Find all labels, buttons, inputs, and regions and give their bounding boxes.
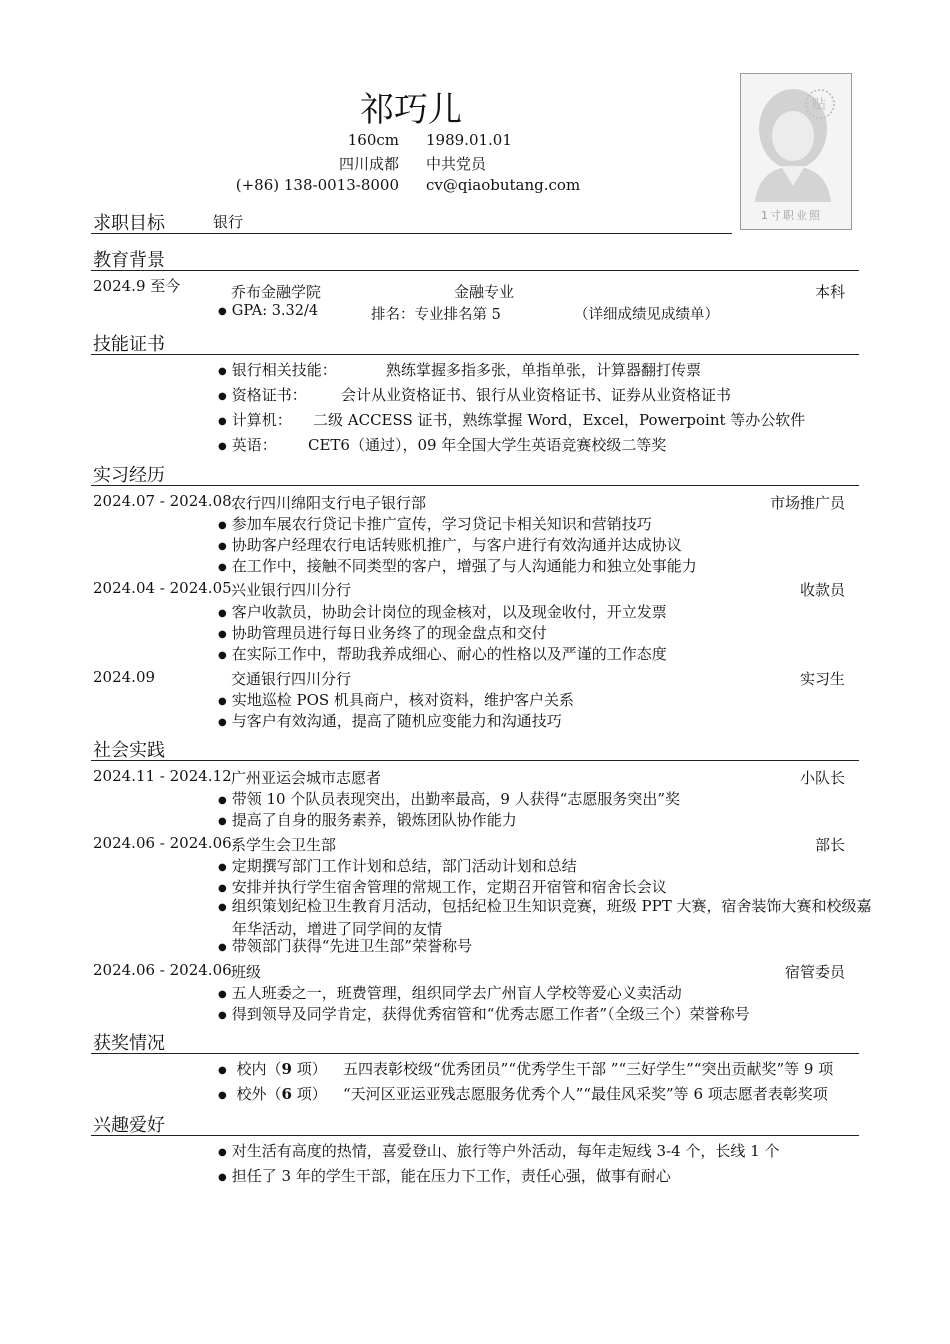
social-divider (91, 760, 859, 761)
political-status: 中共党员 (426, 155, 487, 173)
skill-label: ● 计算机： (218, 409, 292, 430)
location-value: 四川成都 (338, 155, 399, 173)
entry-org: 广州亚运会城市志愿者 (231, 769, 382, 787)
entry-date: 2024.11 - 2024.12 (93, 767, 232, 785)
entry-role: 部长 (814, 836, 845, 854)
entry-bullet: ● 协助客户经理农行电话转账机推广，与客户进行有效沟通并达成协议 (218, 534, 682, 555)
award-label-prefix: 校外（ (236, 1085, 282, 1103)
education-title: 教育背景 (93, 250, 165, 271)
entry-bullet: ● 在工作中，接触不同类型的客户，增强了与人沟通能力和独立处事能力 (218, 555, 697, 576)
skill-value: 会计从业资格证书、银行从业资格证书、证券从业资格证书 (341, 386, 732, 404)
hobby-item: ● 担任了 3 年的学生干部，能在压力下工作，责任心强，做事有耐心 (218, 1165, 671, 1186)
internship-divider (91, 485, 859, 486)
objective-divider (91, 233, 732, 234)
gpa-value: ● GPA: 3.32/4 (218, 303, 318, 319)
award-label-prefix: 校内（ (236, 1060, 282, 1078)
education-date: 2024.9 至今 (93, 277, 181, 295)
entry-role: 宿管委员 (784, 963, 845, 981)
awards-divider (91, 1053, 859, 1054)
candidate-name: 祁巧儿 (360, 90, 462, 130)
award-count: 9 (281, 1060, 292, 1078)
skill-label: ● 英语： (218, 434, 277, 455)
entry-date: 2024.06 - 2024.06 (93, 834, 232, 852)
objective-label: 求职目标 (93, 213, 165, 234)
skill-label: ● 银行相关技能： (218, 359, 337, 380)
hobbies-divider (91, 1135, 859, 1136)
entry-bullet: ● 与客户有效沟通，提高了随机应变能力和沟通技巧 (218, 710, 562, 731)
entry-bullet: ● 五人班委之一，班费管理，组织同学去广州盲人学校等爱心义卖活动 (218, 982, 682, 1003)
person-silhouette-icon (741, 74, 851, 229)
entry-bullet: ● 参加车展农行贷记卡推广宣传，学习贷记卡相关知识和营销技巧 (218, 513, 652, 534)
entry-bullet: ● 组织策划纪检卫生教育月活动，包括纪检卫生知识竞赛，班级 PPT 大赛，宿舍装饰大赛和校级嘉年华活动，增进了同学间的友情 (218, 896, 872, 939)
education-divider (91, 270, 859, 271)
email-address: cv@qiaobutang.com (426, 176, 581, 194)
entry-bullet: ● 在实际工作中，帮助我养成细心、耐心的性格以及严谨的工作态度 (218, 643, 667, 664)
school-name: 乔布金融学院 (231, 283, 322, 301)
degree-value: 本科 (814, 283, 845, 301)
photo-stamp-text: 贴 (812, 97, 826, 113)
entry-bullet: ● 客户收款员，协助会计岗位的现金核对，以及现金收付，开立发票 (218, 601, 667, 622)
entry-bullet: ● 带领 10 个队员表现突出，出勤率最高，9 人获得“志愿服务突出”奖 (218, 788, 680, 809)
entry-date: 2024.07 - 2024.08 (93, 492, 232, 510)
entry-role: 小队长 (799, 769, 845, 787)
entry-role: 实习生 (799, 670, 845, 688)
objective-value: 银行 (213, 213, 244, 231)
award-detail: “天河区亚运亚残志愿服务优秀个人”“最佳风采奖”等 6 项志愿者表彰奖项 (343, 1085, 828, 1103)
skill-value: CET6（通过），09 年全国大学生英语竞赛校级二等奖 (308, 436, 667, 454)
internship-title: 实习经历 (93, 465, 165, 486)
award-label-suffix: 项） (291, 1085, 327, 1103)
transcript-note: （详细成绩见成绩单） (574, 307, 719, 323)
entry-role: 收款员 (799, 581, 845, 599)
skill-value: 二级 ACCESS 证书，熟练掌握 Word，Excel，Powerpoint 等办公软件 (313, 411, 806, 429)
award-count: 6 (281, 1085, 292, 1103)
height-value: 160cm (347, 131, 399, 149)
hobbies-title: 兴趣爱好 (93, 1115, 165, 1136)
rank-value: 排名：专业排名第 5 (371, 307, 501, 323)
photo-caption: 1寸职业照 (761, 209, 822, 222)
major-name: 金融专业 (454, 283, 515, 301)
entry-bullet: ● 安排并执行学生宿舍管理的常规工作，定期召开宿管和宿舍长会议 (218, 876, 667, 897)
skill-label: ● 资格证书： (218, 384, 307, 405)
phone-number: (+86) 138-0013-8000 (235, 176, 399, 194)
entry-bullet: ● 带领部门获得“先进卫生部”荣誉称号 (218, 935, 472, 956)
entry-date: 2024.04 - 2024.05 (93, 579, 232, 597)
entry-bullet: ● 得到领导及同学肯定，获得优秀宿管和“优秀志愿工作者”（全级三个）荣誉称号 (218, 1003, 750, 1024)
awards-title: 获奖情况 (93, 1033, 165, 1054)
entry-bullet: ● 实地巡检 POS 机具商户，核对资料，维护客户关系 (218, 689, 574, 710)
entry-org: 农行四川绵阳支行电子银行部 (231, 494, 427, 512)
entry-bullet: ● 定期撰写部门工作计划和总结，部门活动计划和总结 (218, 855, 577, 876)
photo-placeholder (740, 73, 852, 230)
entry-bullet: ● 提高了自身的服务素养，锻炼团队协作能力 (218, 809, 517, 830)
entry-bullet: ● 协助管理员进行每日业务终了的现金盘点和交付 (218, 622, 547, 643)
skills-title: 技能证书 (93, 334, 165, 355)
entry-org: 兴业银行四川分行 (231, 581, 352, 599)
award-label-suffix: 项） (291, 1060, 327, 1078)
entry-org: 系学生会卫生部 (231, 836, 337, 854)
entry-org: 班级 (231, 963, 262, 981)
award-label (218, 1083, 327, 1104)
award-label (218, 1058, 327, 1079)
entry-org: 交通银行四川分行 (231, 670, 352, 688)
social-title: 社会实践 (93, 740, 165, 761)
skill-value: 熟练掌握多指多张，单指单张，计算器翻打传票 (386, 361, 702, 379)
entry-date: 2024.06 - 2024.06 (93, 961, 232, 979)
entry-date: 2024.09 (93, 668, 156, 686)
birth-date: 1989.01.01 (426, 131, 512, 149)
award-detail: 五四表彰校级“优秀团员”“优秀学生干部 ”“三好学生”“突出贡献奖”等 9 项 (343, 1060, 834, 1078)
entry-role: 市场推广员 (769, 494, 845, 512)
skills-divider (91, 354, 859, 355)
hobby-item: ● 对生活有高度的热情，喜爱登山、旅行等户外活动，每年走短线 3-4 个，长线 1 个 (218, 1140, 780, 1161)
